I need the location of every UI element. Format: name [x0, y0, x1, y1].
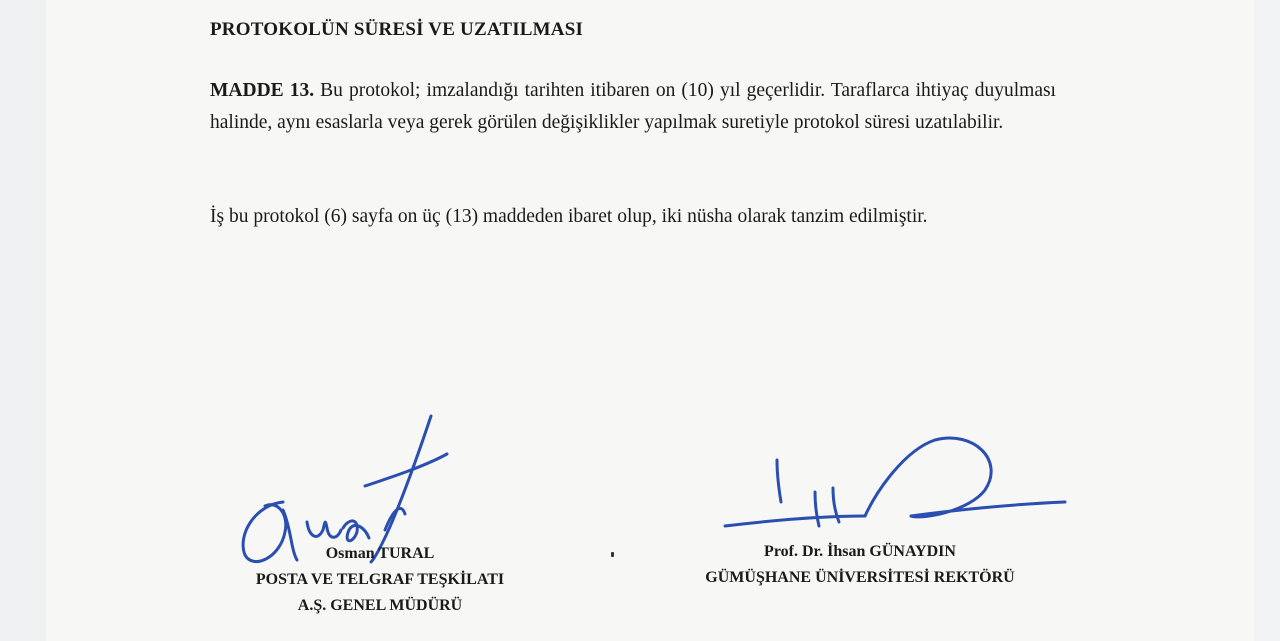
article-13-paragraph: [210, 75, 1056, 139]
article-13-text: Bu protokol; imzalandığı tarihten itibaren on (10) yıl geçerlidir. Taraflarca ihtiyaç duyulması halinde, aynı esaslarla veya gerek görülen değişiklikler yapılmak suretiyle protokol süresi uzatılabilir.: [210, 80, 1056, 133]
signatory-right-title: GÜMÜŞHANE ÜNİVERSİTESİ REKTÖRÜ: [705, 569, 1015, 586]
signatory-left-title: A.Ş. GENEL MÜDÜRÜ: [297, 597, 463, 614]
signatory-right-name: Prof. Dr. İhsan GÜNAYDIN: [764, 543, 956, 560]
page-margin-left: [0, 0, 46, 641]
section-heading: PROTOKOLÜN SÜRESİ VE UZATILMASI: [210, 19, 584, 40]
page-margin-right: [1254, 0, 1280, 641]
signatory-left-org: POSTA VE TELGRAF TEŞKİLATI: [255, 571, 505, 588]
signature-right: [715, 430, 1075, 540]
signatory-left-block: [180, 541, 580, 619]
signatory-right-block: [660, 539, 1060, 591]
closing-paragraph: İş bu protokol (6) sayfa on üç (13) maddeden ibaret olup, iki nüsha olarak tanzim edilmiştir.: [210, 206, 928, 227]
article-13-label: MADDE 13.: [210, 80, 315, 101]
signatory-left-name: Osman TURAL: [325, 545, 435, 562]
ink-speck: [611, 552, 614, 557]
